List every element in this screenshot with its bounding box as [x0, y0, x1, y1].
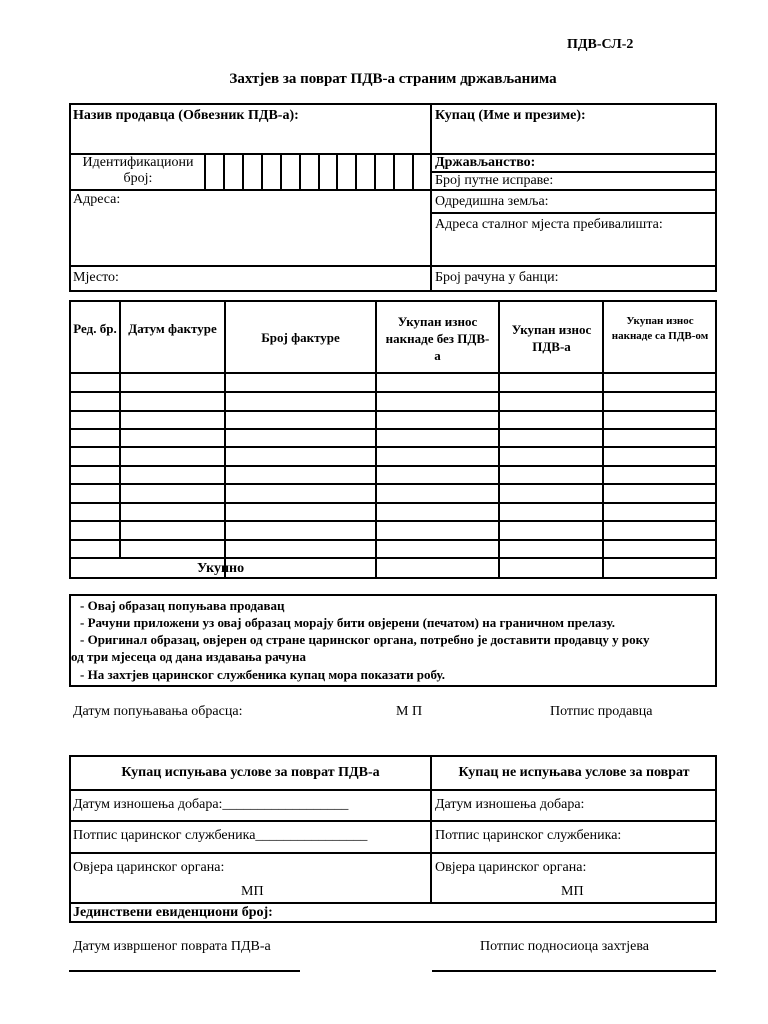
- right-officer-signature: Потпис царинског службеника:: [435, 828, 622, 843]
- table-row-line: [69, 410, 717, 412]
- refund-date-label: Датум извршеног поврата ПДВ-а: [73, 939, 271, 954]
- page-title: Захтјев за поврат ПДВ-а страним држављанима: [229, 71, 557, 87]
- id-digit-box[interactable]: [242, 153, 261, 191]
- id-digit-box[interactable]: [336, 153, 355, 191]
- table-row-line: [69, 465, 717, 467]
- note-1: - Овај образац попуњава продавац: [80, 598, 285, 613]
- col-header-date: Датум фактуре: [128, 321, 217, 336]
- left-export-date: Датум изношења добара:__________________: [73, 797, 349, 812]
- buyer-name-label: Купац (Име и презиме):: [435, 108, 586, 123]
- table-row-line: [69, 483, 717, 485]
- id-digit-box[interactable]: [261, 153, 280, 191]
- table-row-line: [69, 391, 717, 393]
- col-header-no: Ред. бр.: [73, 321, 117, 336]
- id-digit-box[interactable]: [223, 153, 242, 191]
- id-digit-box[interactable]: [299, 153, 318, 191]
- applicant-signature-label: Потпис подносиоца захтјева: [480, 939, 649, 954]
- form-code: ПДВ-СЛ-2: [567, 37, 634, 52]
- applicant-signature-line: [432, 970, 716, 972]
- right-stamp-label: МП: [561, 884, 584, 899]
- id-digit-box[interactable]: [374, 153, 393, 191]
- not-eligible-header: Купац не испуњава услове за поврат: [458, 765, 690, 780]
- right-export-date: Датум изношења добара:: [435, 797, 585, 812]
- table-column-line: [119, 300, 121, 559]
- col-header-vat: Укупан износ ПДВ-а: [511, 322, 592, 354]
- date-filled-label: Датум попуњавања обрасца:: [73, 704, 243, 719]
- note-3-cont: од три мјесеца од дана издавања рачуна: [71, 649, 307, 664]
- refund-date-line: [69, 970, 300, 972]
- right-certification-label: Овјера царинског органа:: [435, 860, 587, 875]
- eligible-header: Купац испуњава услове за поврат ПДВ-а: [121, 765, 380, 780]
- left-certification-label: Овјера царинског органа:: [73, 860, 225, 875]
- stamp-label: М П: [396, 704, 423, 719]
- buyer-bank-label: Број рачуна у банци:: [435, 270, 559, 285]
- note-2: - Рачуни приложени уз овај образац морају бити овјерени (печатом) на граничном прелазу.: [80, 615, 615, 630]
- note-3: - Оригинал образац, овјерен од стране царинског органа, потребно је доставити продавцу у року: [80, 632, 650, 647]
- buyer-destination-label: Одредишна земља:: [435, 194, 549, 209]
- table-row-line: [69, 502, 717, 504]
- col-header-gross: Укупан износ накнаде са ПДВ-ом: [611, 315, 709, 342]
- id-digit-box[interactable]: [412, 153, 431, 191]
- buyer-residence-label: Адреса сталног мјеста пребивалишта:: [435, 217, 663, 232]
- table-column-line: [375, 300, 377, 579]
- id-digit-box[interactable]: [318, 153, 337, 191]
- left-stamp-label: МП: [241, 884, 264, 899]
- table-row-line: [69, 520, 717, 522]
- id-digit-box[interactable]: [280, 153, 299, 191]
- col-header-net: Укупан износ накнаде без ПДВ-а: [385, 314, 490, 363]
- table-row-line: [69, 557, 717, 559]
- section-border: [69, 103, 717, 292]
- table-row-line: [69, 539, 717, 541]
- table-row-line: [69, 446, 717, 448]
- id-digit-box[interactable]: [393, 153, 412, 191]
- id-digit-box[interactable]: [204, 153, 223, 191]
- note-4: - На захтјев царинског службеника купац мора показати робу.: [80, 667, 445, 682]
- seller-address-label: Адреса:: [73, 192, 121, 207]
- left-officer-signature: Потпис царинског службеника________________: [73, 828, 368, 843]
- table-row-line: [69, 428, 717, 430]
- seller-name-label: Назив продавца (Обвезник ПДВ-а):: [73, 108, 299, 123]
- total-label: Укупно: [197, 561, 245, 576]
- registration-number-label: Јединствени евиденциони број:: [73, 905, 273, 920]
- id-digit-box[interactable]: [355, 153, 374, 191]
- seller-place-label: Мјесто:: [73, 270, 119, 285]
- col-header-invoice-no: Број фактуре: [261, 330, 340, 345]
- buyer-passport-label: Број путне исправе:: [435, 173, 554, 188]
- seller-signature-label: Потпис продавца: [550, 704, 653, 719]
- seller-id-label: Идентификациони број:: [82, 155, 194, 186]
- buyer-citizenship-label: Држављанство:: [435, 155, 536, 170]
